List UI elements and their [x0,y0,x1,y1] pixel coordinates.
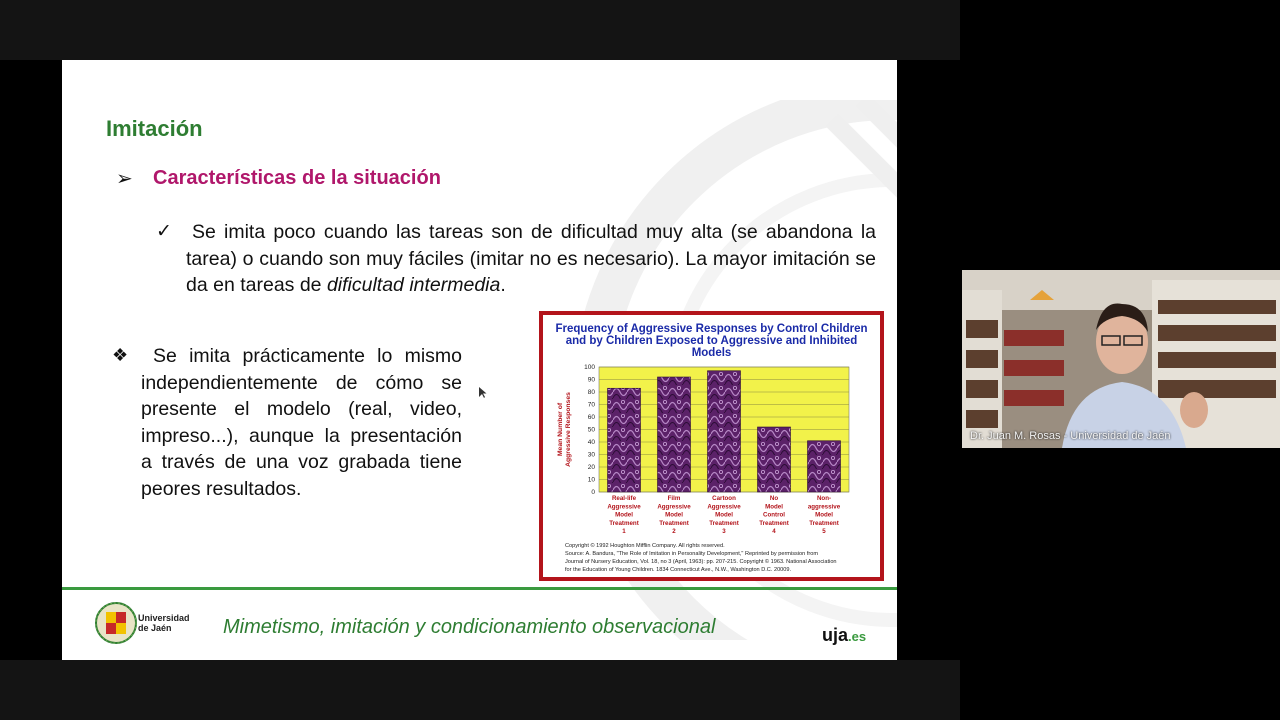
bottom-letterbox [0,660,960,720]
chart-x-tick-label: No [769,495,779,502]
diamond-bullet-icon: ❖ [112,345,129,365]
chart-x-tick-label: aggressive [807,503,841,511]
chart-x-tick-label: Model [765,503,783,511]
chart-bar [808,441,841,492]
presentation-slide [62,60,897,660]
chart-copyright-line: Source: A. Bandura, "The Role of Imitation in Personality Development," Reprinted by permission from [565,551,819,557]
chart-x-tick-label: Aggressive [657,503,691,511]
university-logo-icon [94,600,144,646]
chart-plot [543,315,880,577]
chart-x-tick-label: 2 [672,528,676,536]
arrow-bullet-icon: ➢ [116,168,133,190]
chart-x-tick-label: Cartoon [712,495,736,502]
section-subtitle: Características de la situación [153,167,441,189]
difficulty-tail: . [500,274,506,296]
chart-bar [658,377,691,492]
check-bullet-icon: ✓ [156,221,172,242]
chart-copyright-line: Journal of Nursery Education, Vol. 18, no 3 (April, 1963): pp. 207-215. Copyright © 1963. National Association [565,559,837,565]
chart-y-tick-label: 70 [587,401,595,409]
chart-y-tick-label: 20 [587,464,595,472]
chart-title: Frequency of Aggressive Responses by Control Children and by Children Exposed to Aggressive and Inhibited Models [555,323,868,359]
chart-y-tick-label: 0 [591,489,595,497]
chart-x-tick-label: Aggressive [607,503,641,511]
chart-x-tick-label: Model [715,511,733,519]
difficulty-emphasis: dificultad intermedia [326,274,501,296]
chart-bar [708,371,741,492]
chart-x-tick-label: Treatment [609,519,639,527]
chart-x-tick-label: 4 [772,528,776,536]
chart-y-tick-label: 30 [587,451,595,459]
chart-x-tick-label: 5 [822,528,826,536]
difficulty-text: Se imita poco cuando las tareas son de dificultad muy alta (se abandona la tarea) o cuando son muy fáciles (imitar no es necesario). La mayor imitación se da en tareas de [186,221,876,296]
chart-x-tick-label: Treatment [809,519,839,527]
chart-y-tick-label: 100 [584,364,595,372]
speaker-video-tile[interactable] [962,270,1280,448]
chart-x-tick-label: Real-life [611,495,637,502]
uja-brand-suffix: .es [848,629,867,644]
chart-y-tick-label: 10 [587,476,595,484]
chart-x-tick-label: Film [667,495,681,502]
university-name-line1: Universidad [138,613,190,623]
chart-x-tick-label: Treatment [659,519,689,527]
slide-title: Imitación [106,116,203,141]
speaker-video-feed [962,270,1280,448]
footer-divider [62,587,897,590]
chart-x-tick-label: 1 [622,528,626,536]
chart-x-tick-label: Control [763,511,785,519]
speaker-name-label: Dr. Juan M. Rosas - Universidad de Jaén [970,430,1171,442]
chart-x-tick-label: Model [615,511,633,519]
chart-y-tick-label: 80 [587,389,595,397]
chart-copyright [565,542,875,574]
chart-copyright-line: Copyright © 1992 Houghton Mifflin Company. All rights reserved. [565,543,725,549]
chart-bar [758,427,791,492]
difficulty-paragraph [186,219,876,299]
chart-x-tick-label: Treatment [709,519,739,527]
chart-y-tick-label: 60 [587,414,595,422]
chart-x-tick-label: Model [665,511,683,519]
chart-x-tick-label: Aggressive [707,503,741,511]
university-name [138,613,190,633]
chart-x-tick-label: Model [815,511,833,519]
chart-x-tick-label: Non- [816,495,832,502]
top-letterbox [0,0,960,60]
course-title: Mimetismo, imitación y condicionamiento observacional [223,616,716,638]
chart-y-axis-label: Mean Number ofAggressive Responses [557,392,572,467]
university-name-line2: de Jaén [138,623,172,633]
chart-bar [608,388,641,492]
chart-y-tick-label: 50 [587,426,595,434]
chart-copyright-line: for the Education of Young Children. 1834 Connecticut Ave., N.W., Washington D.C. 20009. [565,567,792,573]
chart-y-tick-label: 90 [587,376,595,384]
mouse-cursor-icon [479,387,487,399]
chart-x-tick-label: 3 [722,528,726,536]
chart-x-tick-label: Treatment [759,519,789,527]
chart-y-tick-label: 40 [587,439,595,447]
presentation-mode-text: Se imita prácticamente lo mismo independientemente de cómo se presente el modelo (real, video, impreso...), aunque la presentación a través de una voz grabada tiene peores resultados. [141,345,462,500]
presentation-mode-paragraph [141,343,462,503]
uja-brand [822,625,866,646]
aggression-chart [539,311,884,581]
uja-brand-name: uja [822,625,849,645]
